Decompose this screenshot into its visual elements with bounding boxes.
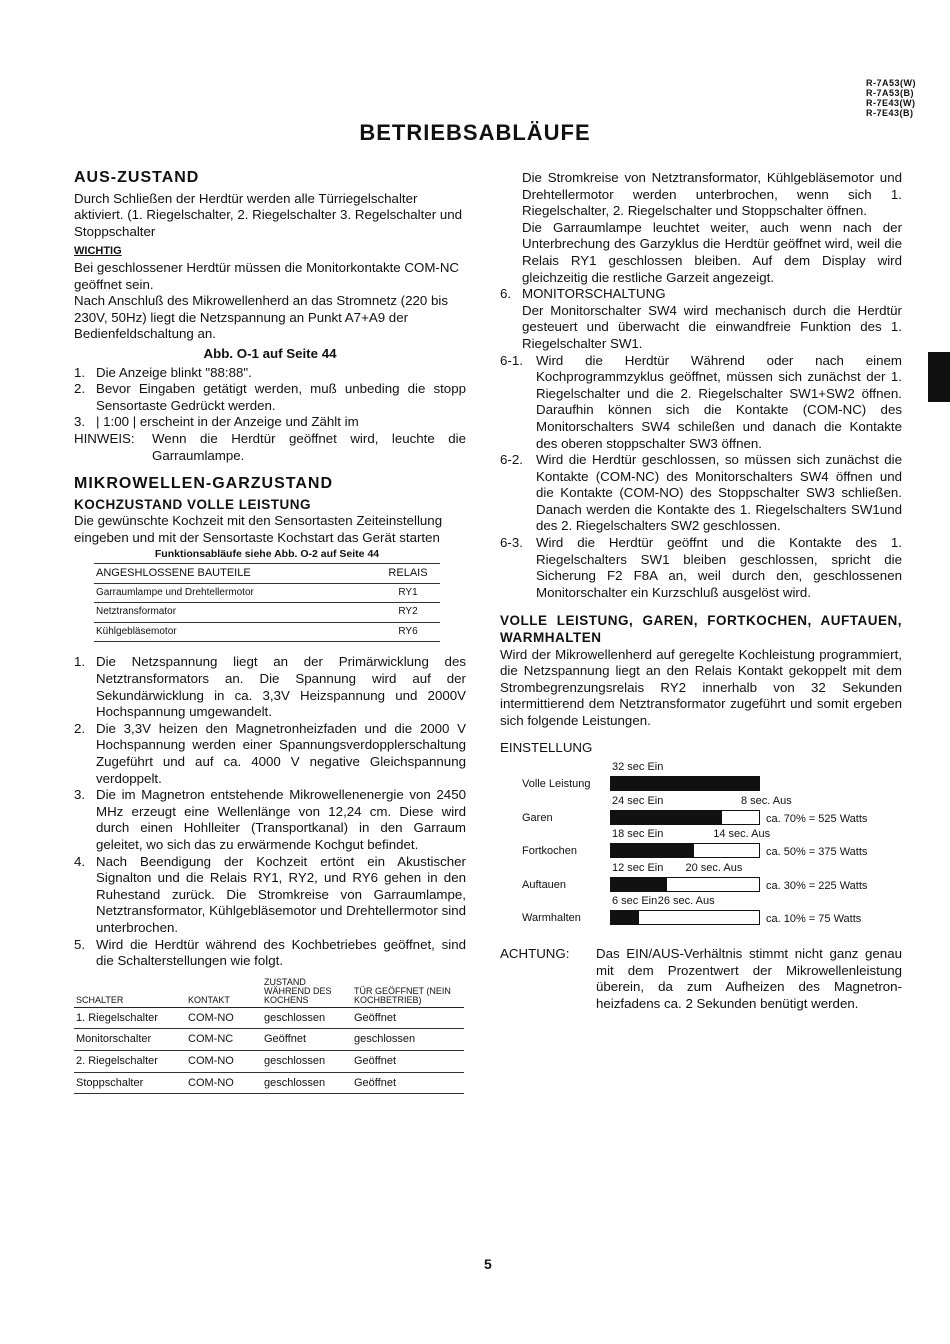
table-cell: Netztransformator — [94, 603, 376, 623]
chart-power-label: ca. 30% = 225 Watts — [766, 879, 868, 892]
sub-num: 6-1. — [500, 352, 523, 368]
model-2: R-7A53(B) — [866, 88, 915, 98]
chart-bar — [610, 910, 760, 925]
achtung-note — [500, 946, 902, 1012]
chart-power-label: ca. 50% = 375 Watts — [766, 846, 868, 859]
chart-power-label: ca. 70% = 525 Watts — [766, 812, 868, 825]
chart-category-label: Garen — [522, 811, 553, 824]
chart-bar-fill — [611, 777, 759, 790]
chart-on-label: 12 sec Ein — [612, 861, 664, 874]
chart-off-label: 26 sec. Aus — [657, 895, 715, 908]
step-item — [74, 414, 466, 431]
table-cell: Geöffnet — [352, 1050, 464, 1072]
chart-category-label: Warmhalten — [522, 912, 581, 925]
item-text: Nach Beendigung der Kochzeit ertönt ein Akustischer Signalton und die Relais RY1, RY2, und RY6 gehen in den Ruhestand zurück. Die Stromkreise von Garraumlampe, Netztransformator, Kühlgebläsemotor und Drehtellermotor sind unterbrochen. — [96, 853, 466, 935]
table-cell: Kühlgebläsemotor — [94, 622, 376, 642]
steps-list — [74, 365, 466, 431]
table-header: ANGESHLOSSENE BAUTEILE — [94, 564, 376, 584]
chart-bar — [610, 877, 760, 892]
step-text: Bevor Eingaben getätigt werden, muß unbeding die stopp Sensortaste Gedrückt werden. — [96, 381, 466, 413]
step-item — [74, 365, 466, 382]
table-row — [74, 1072, 464, 1094]
monitor-section — [500, 286, 902, 303]
chart-bar — [610, 843, 760, 858]
abb-ref: Abb. O-1 auf Seite 44 — [203, 345, 337, 361]
monitor-num: 6. — [500, 286, 512, 302]
chart-bar-fill — [611, 844, 694, 857]
table-header-row — [94, 564, 440, 584]
chart-power-label: ca. 10% = 75 Watts — [766, 913, 862, 926]
step-text: | 1:00 | erscheint in der Anzeige und Zählt im — [96, 414, 359, 430]
table-cell: geschlossen — [262, 1072, 352, 1094]
table-header: ZUSTAND WÄHREND DES KOCHENS — [262, 976, 352, 1008]
sub-num: 6-2. — [500, 452, 523, 468]
chart-on-label: 6 sec Ein — [612, 895, 658, 908]
step-text: Die Anzeige blinkt "88:88". — [96, 364, 252, 380]
step-num: 3. — [74, 414, 86, 430]
sub-text: Wird die Herdtür geöffnt und die Kontakte des 1. Riegelschalters SW1 bleiben geschlossen, spricht die Sicherung F2 F8A an, weil durch den, geschlossenen Monitorschalter ein Kurzschluß ausgelöst wird. — [536, 535, 902, 600]
switch-table — [74, 976, 464, 1094]
sub-item — [500, 353, 902, 453]
sub-item — [500, 535, 902, 601]
mikro-heading: MIKROWELLEN-GARZUSTAND — [74, 475, 334, 493]
item-text: Wird die Herdtür während des Kochbetriebes geöffnet, sind die Schalterstellungen wie folgt. — [96, 936, 466, 969]
chart-off-label: 8 sec. Aus — [741, 794, 792, 807]
monitor-heading: MONITORSCHALTUNG — [522, 286, 666, 302]
table-cell: Garraumlampe und Drehtellermotor — [94, 583, 376, 603]
list-item — [74, 937, 466, 970]
function-table-caption: Funktionsabläufe siehe Abb. O-2 auf Seite 44 — [154, 548, 380, 561]
table-cell: Geöffnet — [262, 1029, 352, 1051]
model-1: R-7A53(W) — [866, 78, 917, 88]
volle-text: Wird der Mikrowellenherd auf geregelte Kochleistung programmiert, die Netzspannung liegt an den Relais Kontakt gekoppelt mit dem Strombegrenzungsrelais RY2 innerhalb von 32 Sekunden intermittierend dem Netztransformator zugeführt und somit ergeben sich folgende Leistungen. — [500, 646, 902, 728]
volle-heading: VOLLE LEISTUNG, GAREN, FORTKOCHEN, AUFTAUEN, WARMHALTEN — [500, 613, 902, 646]
model-numbers — [866, 78, 916, 118]
step-num: 1. — [74, 364, 86, 380]
wichtig-text: Bei geschlossener Herdtür müssen die Monitorkontakte COM-NC geöffnet sein. — [74, 259, 460, 292]
table-row — [74, 1050, 464, 1072]
monitor-text: Der Monitorschalter SW4 wird mechanisch durch die Herdtür gesteuert und überwacht die einwandfreie Funktion des 1. Riegelschalter SW1. — [522, 302, 902, 351]
table-cell: 1. Riegelschalter — [74, 1007, 186, 1029]
table-header: KONTAKT — [186, 976, 262, 1008]
einstellung-label: EINSTELLUNG — [500, 739, 593, 755]
item-text: Die Netzspannung liegt an der Primärwicklung des Netztransformators an. Die Spannung wird auf der Sekundärwicklung in ca. 3,3V Heizspannung und 2000V Hochspannung umgewandelt. — [96, 654, 466, 720]
koch-heading: KOCHZUSTAND VOLLE LEISTUNG — [74, 496, 311, 512]
aus-heading: AUS-ZUSTAND — [74, 169, 200, 186]
chart-on-label: 18 sec Ein — [612, 828, 664, 841]
model-3: R-7E43(W) — [866, 98, 916, 108]
aus-text: Durch Schließen der Herdtür werden alle Türriegelschalter aktiviert. (1. Riegelschalter, 2. Riegelschalter 3. Regelschalter und Stoppschalter — [74, 190, 463, 239]
table-cell: geschlossen — [262, 1050, 352, 1072]
table-cell: 2. Riegelschalter — [74, 1050, 186, 1072]
koch-text: Die gewünschte Kochzeit mit den Sensortasten Zeiteinstellung eingeben und mit der Sensortaste Kochstart das Gerät starten — [74, 513, 443, 545]
chart-category-label: Volle Leistung — [522, 778, 591, 791]
table-cell: geschlossen — [262, 1007, 352, 1029]
item-num: 1. — [74, 654, 86, 670]
table-cell: RY1 — [376, 583, 440, 603]
right-column — [500, 170, 902, 1013]
sub-text: Wird die Herdtür geschlossen, so müssen sich zunächst die Kontakte (COM-NC) des Monitorschalters SW4 öffnen und die Kontakte (COM-NO) des Stoppschalter SW3 schließen. Danach werden die Kontakte des 1. Riegelschalters SW1und des 2. Riegelschalters SW2 geschlossen. — [536, 452, 902, 534]
table-row — [94, 603, 440, 623]
hinweis-text: Wenn die Herdtür geöffnet wird, leuchte die Garraumlampe. — [152, 430, 466, 463]
table-cell: RY6 — [376, 622, 440, 642]
chart-off-label: 20 sec. Aus — [685, 861, 743, 874]
hinweis-key: HINWEIS: — [74, 430, 135, 446]
chart-on-label: 32 sec Ein — [612, 761, 664, 774]
chart-bar-fill — [611, 811, 722, 824]
table-cell: geschlossen — [352, 1029, 464, 1051]
achtung-text: Das EIN/AUS-Verhältnis stimmt nicht ganz genau mit dem Prozentwert der Mikrowellenleistung überein, da zum Aufheizen des Magnetron- heizfadens ca. 2 Sekunden benütigt werden. — [596, 946, 902, 1011]
chart-category-label: Auftauen — [522, 878, 567, 891]
table-cell: Monitorschalter — [74, 1029, 186, 1051]
list-item — [74, 787, 466, 853]
intro-2: Die Garraumlampe leuchtet weiter, auch wenn nach der Unterbrechung des Garzyklus die Herdtür geöffnet wird, weil die Relais RY1 geschlossen bleiben. Auf dem Display wird gleichzeitig die restliche Garzeit angezeigt. — [522, 219, 902, 285]
chart-bar — [610, 776, 760, 791]
process-list — [74, 654, 466, 969]
table-row — [94, 622, 440, 642]
table-header: RELAIS — [376, 564, 440, 584]
sub-item — [500, 452, 902, 535]
item-num: 3. — [74, 787, 86, 803]
table-cell: COM-NO — [186, 1072, 262, 1094]
section-tab-mark — [928, 352, 950, 402]
left-column — [74, 170, 466, 1094]
table-cell: COM-NC — [186, 1029, 262, 1051]
item-num: 2. — [74, 720, 86, 736]
function-table — [94, 546, 440, 642]
sub-text: Wird die Herdtür Während oder nach einem Kochprogrammzyklus geöffnet, müssen sich zunächst der 1. Riegelschalter und die 2. Riegelschalter SW1+SW2 öffnen. Daraufhin können sich die Kontakte (COM-NC) des Monitorschalters SW4 schileßen und danach die Kontakte des oberen stoppschalter SW3 öffnen. — [536, 352, 902, 451]
hinweis — [74, 431, 466, 464]
power-chart — [500, 758, 902, 940]
chart-off-label: 14 sec. Aus — [713, 828, 771, 841]
list-item — [74, 854, 466, 937]
table-row — [74, 1007, 464, 1029]
sub-num: 6-3. — [500, 535, 523, 551]
page-number: 5 — [484, 1256, 492, 1272]
table-cell: Geöffnet — [352, 1007, 464, 1029]
achtung-key: ACHTUNG: — [500, 946, 570, 962]
table-cell: Geöffnet — [352, 1072, 464, 1094]
intro-1: Die Stromkreise von Netztransformator, Kühlgebläsemotor und Drehtellermotor werden unterbrochen, wenn sich 1. Riegelschalter, 2. Riegelschalter und Stoppschalter öffnen. — [522, 170, 902, 219]
step-item — [74, 381, 466, 414]
chart-bar — [610, 810, 760, 825]
table-header-row — [74, 976, 464, 1008]
list-item — [74, 721, 466, 787]
page-title: BETRIEBSABLÄUFE — [359, 120, 591, 145]
item-num: 5. — [74, 936, 86, 952]
table-cell: COM-NO — [186, 1050, 262, 1072]
table-row — [94, 583, 440, 603]
table-cell: Stoppschalter — [74, 1072, 186, 1094]
anschluss-text: Nach Anschluß des Mikrowellenherd an das Stromnetz (220 bis 230V, 50Hz) liegt die Netzspannung an Punkt A7+A9 der Bedienfeldschaltung an. — [74, 293, 448, 342]
table-row — [74, 1029, 464, 1051]
item-text: Die im Magnetron entstehende Mikrowellenenergie von 2450 MHz erzeugt eine Wellenlänge von 12,24 cm. Diese wird durch einen Hohlleiter (Transportkanal) in den Garraum geleitet, wo sich das zu erwärmende Kochgut befindet. — [96, 787, 466, 852]
list-item — [74, 654, 466, 720]
table-cell: RY2 — [376, 603, 440, 623]
item-text: Die 3,3V heizen den Magnetronheizfaden und die 2000 V Hochspannung werden einer Spannungsverdopplerschaltung Zugeführt und auf ca. 4000 V negative Gleichspannung verdoppelt. — [96, 720, 466, 786]
step-num: 2. — [74, 381, 86, 397]
chart-bar-fill — [611, 878, 667, 891]
item-num: 4. — [74, 853, 86, 869]
chart-bar-fill — [611, 911, 639, 924]
table-cell: COM-NO — [186, 1007, 262, 1029]
chart-on-label: 24 sec Ein — [612, 794, 664, 807]
chart-category-label: Fortkochen — [522, 845, 578, 858]
table-header: TÜR GEÖFFNET (NEIN KOCHBETRIEB) — [352, 976, 464, 1008]
wichtig-label: WICHTIG — [74, 245, 122, 258]
table-header: SCHALTER — [74, 976, 186, 1008]
model-4: R-7E43(B) — [866, 108, 914, 118]
